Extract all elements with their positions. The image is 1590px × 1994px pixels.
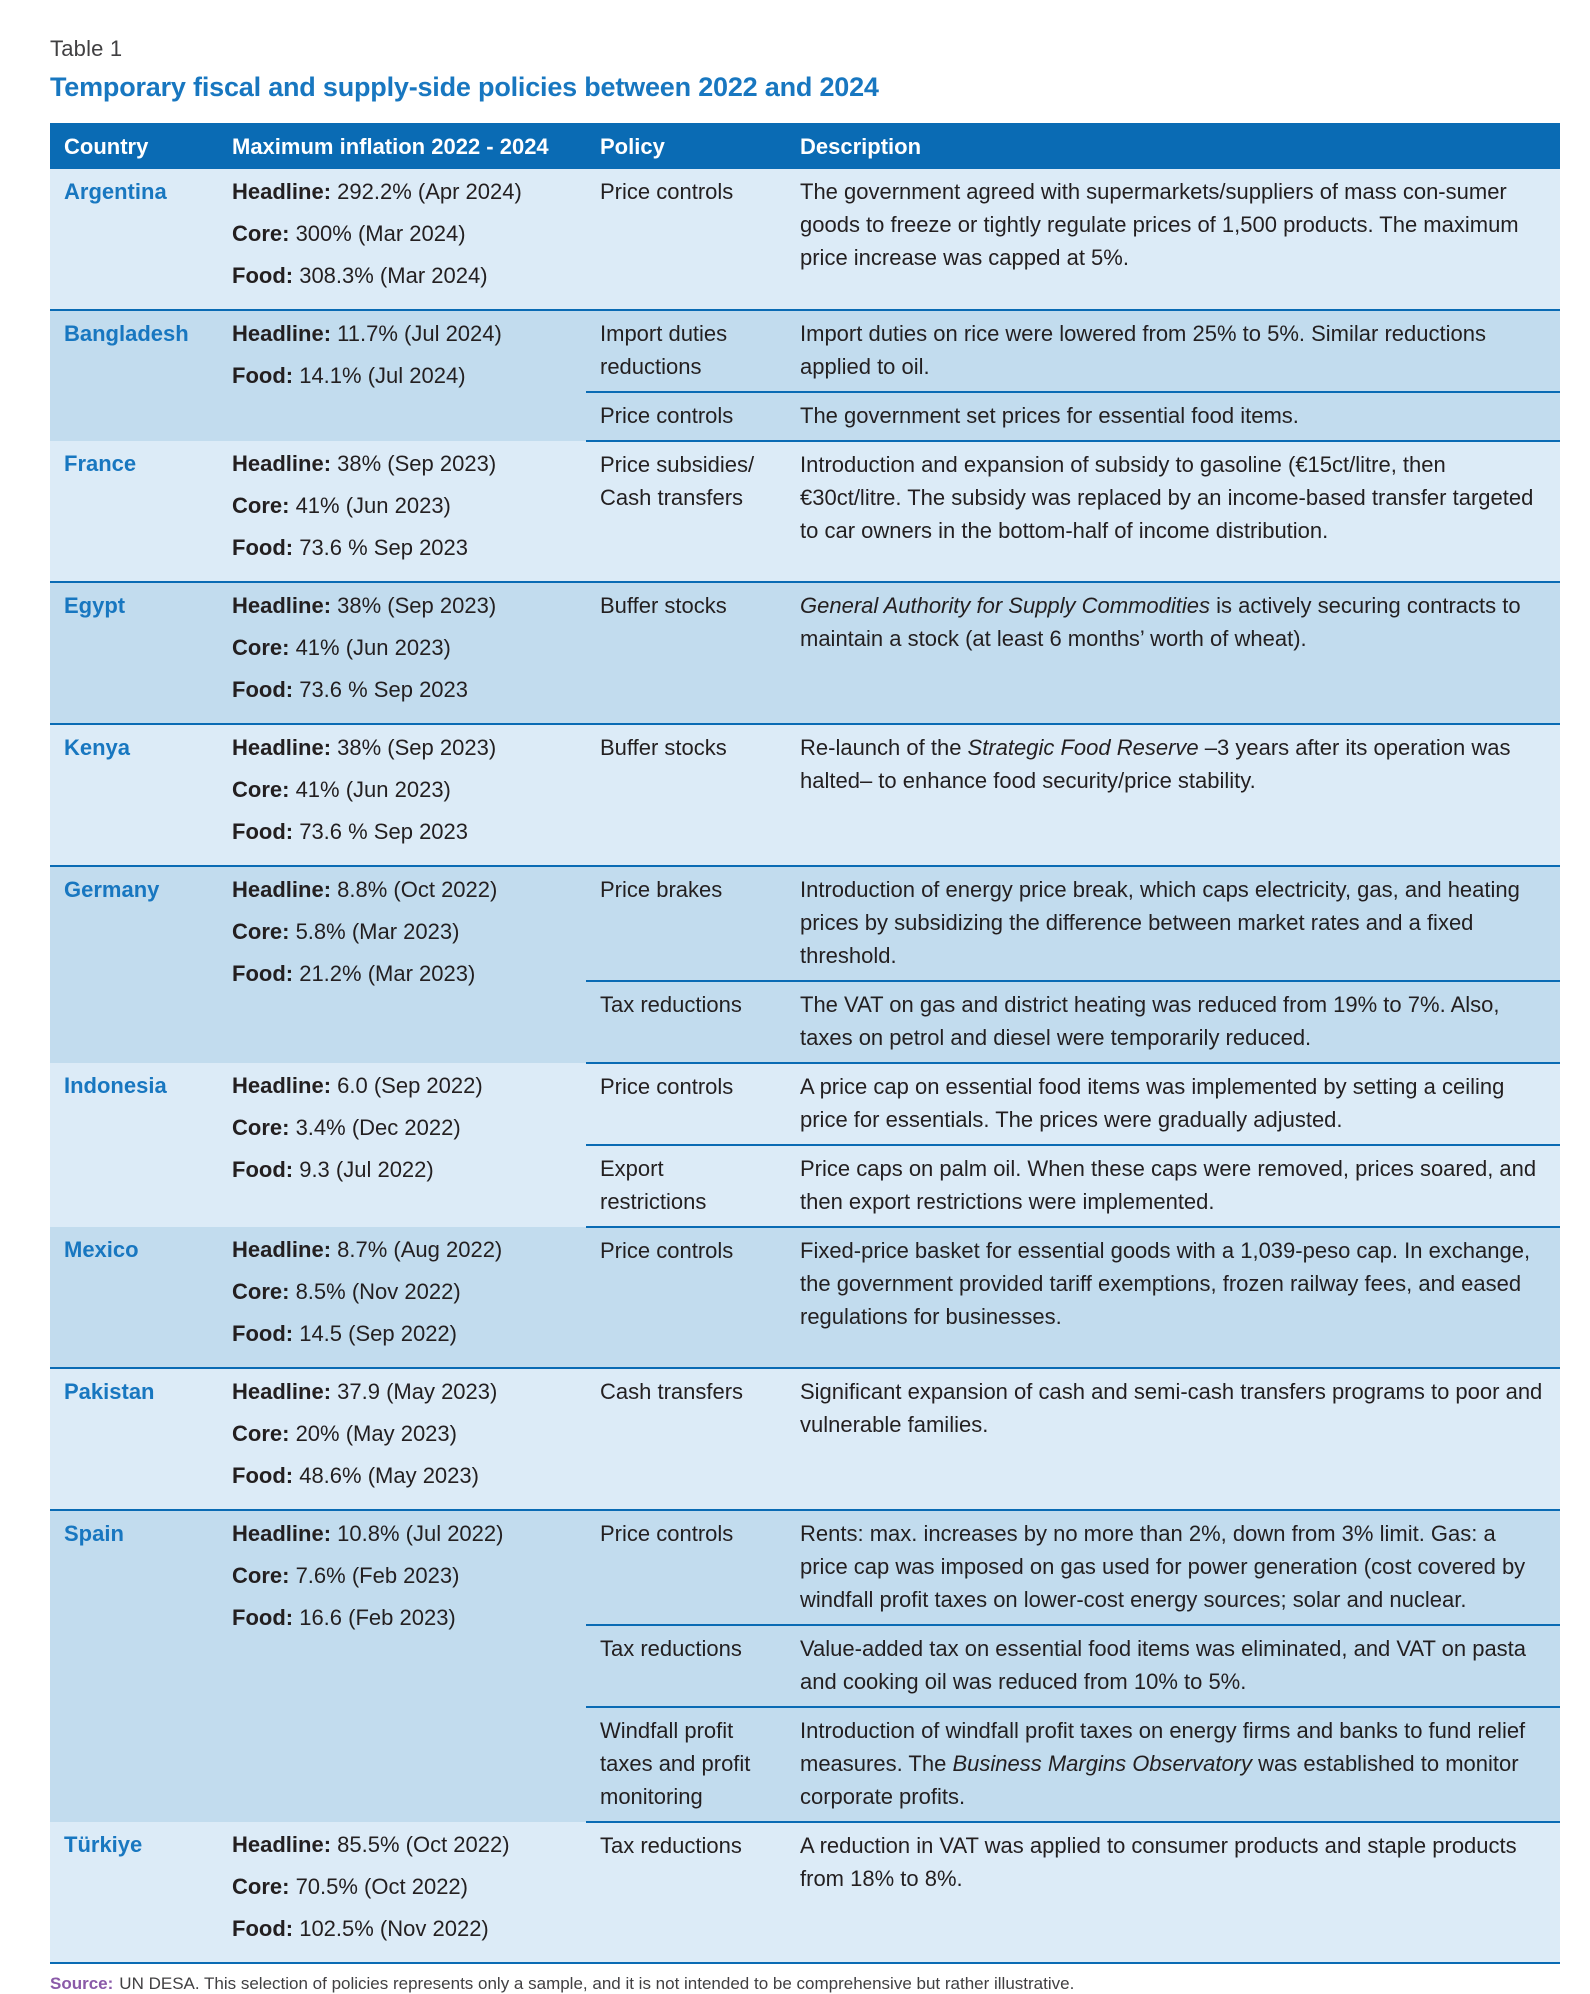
inflation-label: Headline:	[232, 451, 332, 476]
inflation-value: 38% (Sep 2023)	[331, 593, 497, 618]
description-text: Introduction of energy price break, which caps electricity, gas, and heating prices by subsidizing the difference between market rates and a fixed threshold.	[800, 877, 1520, 968]
country-cell: Türkiye	[50, 1822, 218, 1963]
description-text: Introduction of windfall profit taxes on energy firms and banks to fund relief measures. The	[800, 1718, 1526, 1776]
description-text: –3 years after its operation was halted– to enhance food security/price stability.	[800, 735, 1511, 793]
inflation-value: 14.5 (Sep 2022)	[293, 1321, 457, 1346]
policy-cell: Price subsidies/ Cash transfers	[586, 441, 786, 582]
inflation-value: 38% (Sep 2023)	[331, 451, 497, 476]
inflation-line	[232, 359, 572, 401]
inflation-line	[232, 317, 572, 359]
table-row	[50, 1227, 1560, 1368]
inflation-line	[232, 1317, 572, 1359]
table-row	[50, 169, 1560, 310]
inflation-value: 3.4% (Dec 2022)	[289, 1115, 461, 1140]
inflation-label: Headline:	[232, 321, 332, 346]
description-cell	[786, 392, 1560, 441]
description-text: Fixed-price basket for essential goods with a 1,039-peso cap. In exchange, the government provided tariff exemptions, frozen railway fees, and eased regulations for businesses.	[800, 1238, 1531, 1329]
inflation-value: 20% (May 2023)	[289, 1421, 457, 1446]
inflation-cell	[218, 169, 586, 310]
inflation-label: Food:	[232, 677, 294, 702]
source-label: Source:	[50, 1974, 114, 1993]
inflation-label: Core:	[232, 221, 290, 246]
inflation-label: Food:	[232, 363, 294, 388]
description-text: Import duties on rice were lowered from 25% to 5%. Similar reductions applied to oil.	[800, 321, 1486, 379]
inflation-value: 6.0 (Sep 2022)	[331, 1073, 483, 1098]
inflation-value: 8.8% (Oct 2022)	[331, 877, 498, 902]
inflation-value: 102.5% (Nov 2022)	[293, 1916, 489, 1941]
source-note	[50, 1974, 1540, 1994]
description-text: was established to monitor corporate profits.	[800, 1751, 1519, 1809]
inflation-value: 41% (Jun 2023)	[289, 635, 451, 660]
policy-cell: Tax reductions	[586, 981, 786, 1063]
country-cell: Egypt	[50, 582, 218, 724]
inflation-line	[232, 1870, 572, 1912]
policy-cell: Buffer stocks	[586, 582, 786, 724]
inflation-label: Core:	[232, 1421, 290, 1446]
policy-cell: Buffer stocks	[586, 724, 786, 866]
table-row	[50, 1368, 1560, 1510]
inflation-label: Core:	[232, 1279, 290, 1304]
inflation-label: Food:	[232, 961, 294, 986]
inflation-label: Food:	[232, 1605, 294, 1630]
inflation-cell	[218, 1510, 586, 1822]
table-row	[50, 1822, 1560, 1963]
inflation-line	[232, 815, 572, 857]
table-title: Temporary fiscal and supply-side policies between 2022 and 2024	[50, 72, 879, 102]
description-cell	[786, 1707, 1560, 1822]
inflation-line	[232, 915, 572, 957]
description-italic-name: Strategic Food Reserve	[967, 735, 1199, 760]
country-cell: Spain	[50, 1510, 218, 1822]
table-body	[50, 169, 1560, 1963]
description-cell	[786, 1822, 1560, 1963]
description-text: Rents: max. increases by no more than 2%, down from 3% limit. Gas: a price cap was imposed on gas used for power generation (cost covered by windfall profit taxes on lower-cost energy sources; solar and nuclear.	[800, 1521, 1526, 1612]
inflation-line	[232, 1828, 572, 1870]
header-description: Description	[786, 123, 1560, 169]
policy-cell: Price controls	[586, 169, 786, 310]
inflation-label: Food:	[232, 1321, 294, 1346]
inflation-value: 37.9 (May 2023)	[331, 1379, 498, 1404]
description-text: A reduction in VAT was applied to consumer products and staple products from 18% to 8%.	[800, 1833, 1517, 1891]
inflation-label: Headline:	[232, 877, 332, 902]
description-cell	[786, 1368, 1560, 1510]
inflation-label: Food:	[232, 263, 294, 288]
description-cell	[786, 981, 1560, 1063]
country-cell: France	[50, 441, 218, 582]
description-text: Value-added tax on essential food items was eliminated, and VAT on pasta and cooking oil was reduced from 10% to 5%.	[800, 1636, 1527, 1694]
inflation-value: 11.7% (Jul 2024)	[331, 321, 502, 346]
description-cell	[786, 310, 1560, 392]
description-text: The VAT on gas and district heating was reduced from 19% to 7%. Also, taxes on petrol and diesel were temporarily reduced.	[800, 992, 1500, 1050]
table-row	[50, 310, 1560, 392]
inflation-label: Food:	[232, 535, 294, 560]
inflation-value: 300% (Mar 2024)	[289, 221, 466, 246]
inflation-value: 14.1% (Jul 2024)	[293, 363, 466, 388]
policy-cell: Tax reductions	[586, 1625, 786, 1707]
policy-cell: Export restrictions	[586, 1145, 786, 1227]
inflation-label: Core:	[232, 919, 290, 944]
inflation-label: Headline:	[232, 1832, 332, 1857]
inflation-value: 73.6 % Sep 2023	[293, 819, 469, 844]
country-cell: Indonesia	[50, 1063, 218, 1227]
inflation-label: Food:	[232, 1157, 294, 1182]
inflation-line	[232, 1111, 572, 1153]
inflation-label: Headline:	[232, 735, 332, 760]
description-text: The government agreed with supermarkets/suppliers of mass con-sumer goods to freeze or tightly regulate prices of 1,500 products. The maximum price increase was capped at 5%.	[800, 179, 1519, 270]
country-cell: Germany	[50, 866, 218, 1063]
description-italic-name: General Authority for Supply Commodities	[800, 593, 1211, 618]
inflation-cell	[218, 1822, 586, 1963]
description-text: Significant expansion of cash and semi-cash transfers programs to poor and vulnerable families.	[800, 1379, 1543, 1437]
description-cell	[786, 441, 1560, 582]
inflation-cell	[218, 582, 586, 724]
policy-cell: Import duties reductions	[586, 310, 786, 392]
policy-cell: Tax reductions	[586, 1822, 786, 1963]
inflation-line	[232, 673, 572, 715]
inflation-line	[232, 1517, 572, 1559]
policy-cell: Price controls	[586, 1510, 786, 1625]
country-cell: Argentina	[50, 169, 218, 310]
inflation-line	[232, 1069, 572, 1111]
description-cell	[786, 169, 1560, 310]
table-row	[50, 441, 1560, 582]
inflation-value: 73.6 % Sep 2023	[293, 535, 469, 560]
policy-cell: Price controls	[586, 1063, 786, 1145]
inflation-value: 7.6% (Feb 2023)	[289, 1563, 460, 1588]
inflation-line	[232, 259, 572, 301]
inflation-value: 8.5% (Nov 2022)	[289, 1279, 461, 1304]
inflation-value: 41% (Jun 2023)	[289, 777, 451, 802]
inflation-line	[232, 175, 572, 217]
inflation-value: 38% (Sep 2023)	[331, 735, 497, 760]
table-row	[50, 1063, 1560, 1145]
inflation-cell	[218, 1063, 586, 1227]
inflation-label: Headline:	[232, 179, 332, 204]
policy-cell: Price controls	[586, 1227, 786, 1368]
description-text: The government set prices for essential food items.	[800, 403, 1299, 428]
country-cell: Pakistan	[50, 1368, 218, 1510]
inflation-cell	[218, 1368, 586, 1510]
inflation-line	[232, 631, 572, 673]
header-inflation: Maximum inflation 2022 - 2024	[218, 123, 586, 169]
description-italic-name: Business Margins Observatory	[952, 1751, 1253, 1776]
inflation-line	[232, 1559, 572, 1601]
inflation-label: Core:	[232, 777, 290, 802]
inflation-value: 5.8% (Mar 2023)	[289, 919, 460, 944]
header-country: Country	[50, 123, 218, 169]
inflation-line	[232, 447, 572, 489]
inflation-label: Headline:	[232, 593, 332, 618]
table-label: Table 1	[50, 36, 123, 61]
table-row	[50, 582, 1560, 724]
inflation-cell	[218, 724, 586, 866]
inflation-label: Headline:	[232, 1379, 332, 1404]
inflation-value: 41% (Jun 2023)	[289, 493, 451, 518]
country-cell: Mexico	[50, 1227, 218, 1368]
description-text: is actively securing contracts to maintain a stock (at least 6 months’ worth of wheat).	[800, 593, 1521, 651]
inflation-line	[232, 773, 572, 815]
inflation-line	[232, 731, 572, 773]
policy-cell: Cash transfers	[586, 1368, 786, 1510]
description-text: Price caps on palm oil. When these caps were removed, prices soared, and then export restrictions were implemented.	[800, 1156, 1537, 1214]
inflation-line	[232, 957, 572, 999]
description-cell	[786, 1510, 1560, 1625]
inflation-label: Core:	[232, 1115, 290, 1140]
inflation-label: Core:	[232, 1874, 290, 1899]
table-row	[50, 1510, 1560, 1625]
country-cell: Kenya	[50, 724, 218, 866]
inflation-label: Core:	[232, 635, 290, 660]
inflation-cell	[218, 866, 586, 1063]
description-cell	[786, 724, 1560, 866]
inflation-value: 21.2% (Mar 2023)	[293, 961, 476, 986]
policy-cell: Price controls	[586, 392, 786, 441]
inflation-value: 9.3 (Jul 2022)	[293, 1157, 434, 1182]
inflation-label: Food:	[232, 1463, 294, 1488]
inflation-value: 308.3% (Mar 2024)	[293, 263, 488, 288]
policy-cell: Windfall profit taxes and profit monitoring	[586, 1707, 786, 1822]
inflation-label: Core:	[232, 1563, 290, 1588]
inflation-line	[232, 1601, 572, 1643]
inflation-line	[232, 1275, 572, 1317]
inflation-label: Food:	[232, 819, 294, 844]
inflation-label: Food:	[232, 1916, 294, 1941]
inflation-line	[232, 531, 572, 573]
inflation-cell	[218, 441, 586, 582]
inflation-label: Core:	[232, 493, 290, 518]
description-cell	[786, 866, 1560, 981]
inflation-value: 10.8% (Jul 2022)	[331, 1521, 504, 1546]
description-text: A price cap on essential food items was implemented by setting a ceiling price for essentials. The prices were gradually adjusted.	[800, 1074, 1505, 1132]
header-policy: Policy	[586, 123, 786, 169]
inflation-value: 8.7% (Aug 2022)	[331, 1237, 503, 1262]
inflation-value: 70.5% (Oct 2022)	[289, 1874, 468, 1899]
description-cell	[786, 582, 1560, 724]
inflation-line	[232, 1153, 572, 1195]
inflation-value: 85.5% (Oct 2022)	[331, 1832, 510, 1857]
inflation-line	[232, 1233, 572, 1275]
inflation-label: Headline:	[232, 1237, 332, 1262]
table-header-row	[50, 123, 1560, 169]
inflation-line	[232, 1459, 572, 1501]
inflation-value: 73.6 % Sep 2023	[293, 677, 469, 702]
description-text: Introduction and expansion of subsidy to gasoline (€15ct/litre, then €30ct/litre. The subsidy was replaced by an income-based transfer targeted to car owners in the bottom-half of income distribution.	[800, 452, 1534, 543]
table-row	[50, 866, 1560, 981]
inflation-line	[232, 1912, 572, 1954]
inflation-value: 292.2% (Apr 2024)	[331, 179, 522, 204]
inflation-value: 48.6% (May 2023)	[293, 1463, 479, 1488]
inflation-label: Headline:	[232, 1073, 332, 1098]
inflation-line	[232, 217, 572, 259]
description-cell	[786, 1063, 1560, 1145]
inflation-cell	[218, 310, 586, 441]
description-cell	[786, 1145, 1560, 1227]
source-text: UN DESA. This selection of policies represents only a sample, and it is not intended to be comprehensive but rather illustrative.	[119, 1974, 1075, 1993]
policy-table	[50, 123, 1560, 1964]
inflation-line	[232, 489, 572, 531]
inflation-line	[232, 873, 572, 915]
inflation-cell	[218, 1227, 586, 1368]
description-cell	[786, 1625, 1560, 1707]
description-text: Re-launch of the	[800, 735, 968, 760]
inflation-line	[232, 1375, 572, 1417]
inflation-line	[232, 1417, 572, 1459]
description-cell	[786, 1227, 1560, 1368]
inflation-line	[232, 589, 572, 631]
inflation-value: 16.6 (Feb 2023)	[293, 1605, 456, 1630]
inflation-label: Headline:	[232, 1521, 332, 1546]
table-row	[50, 724, 1560, 866]
policy-cell: Price brakes	[586, 866, 786, 981]
country-cell: Bangladesh	[50, 310, 218, 441]
